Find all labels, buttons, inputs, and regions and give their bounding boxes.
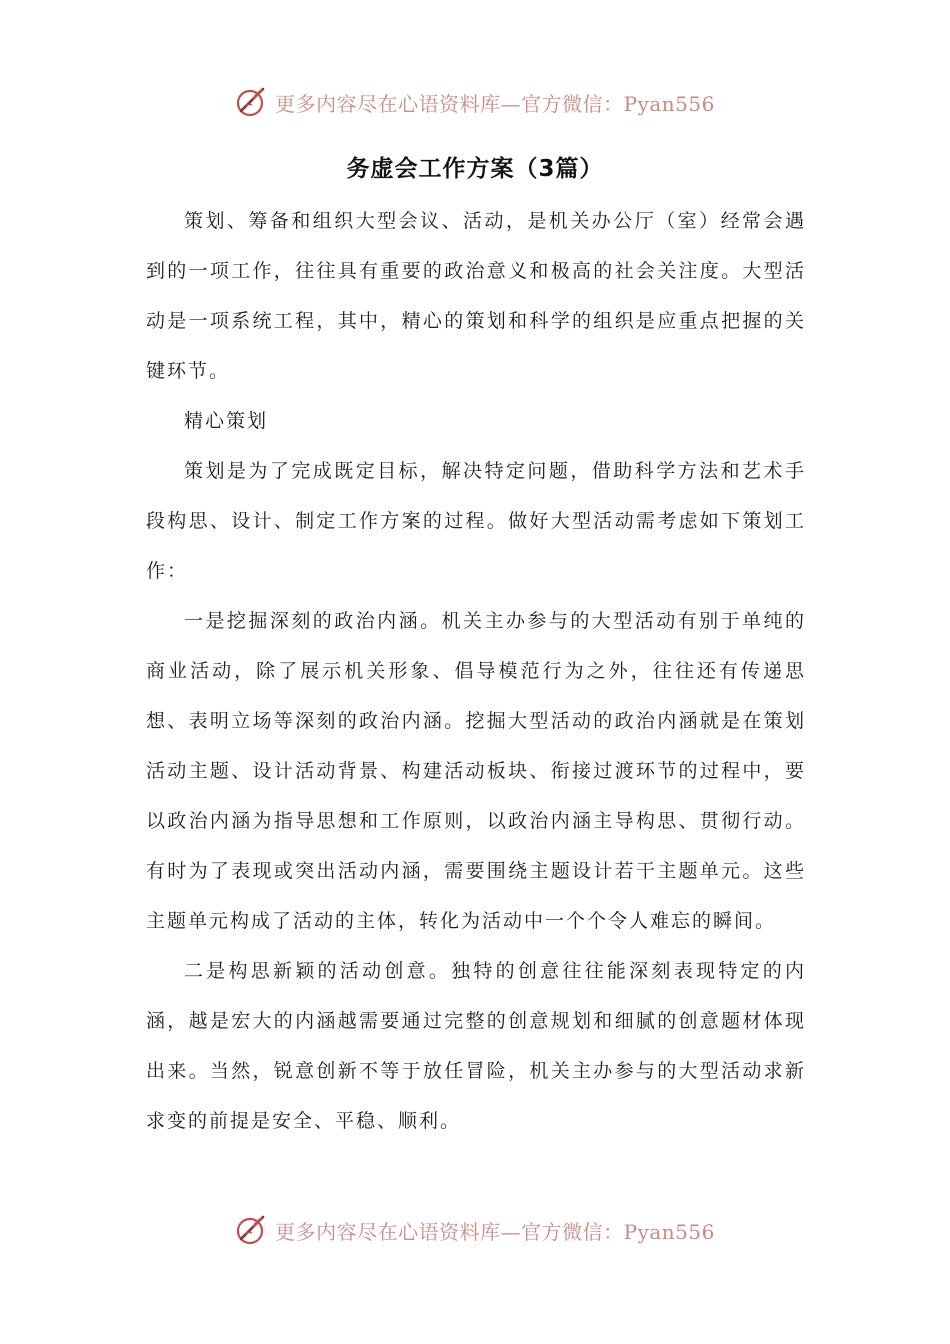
section-heading: 精心策划	[184, 410, 269, 432]
paragraph-intro: 策划、筹备和组织大型会议、活动，是机关办公厅（室）经常会遇到的一项工作，往往具有重要的政治意义和极高的社会关注度。大型活动是一项系统工程，其中，精心的策划和科学的组织是应重点把握的关键环节。	[146, 210, 806, 382]
footer-watermark-banner	[0, 1210, 950, 1250]
document-title: 务虚会工作方案（3篇）	[346, 156, 604, 182]
paragraph-point-two: 二是构思新颖的活动创意。独特的创意往往能深刻表现特定的内涵，越是宏大的内涵越需要通过完整的创意规划和细腻的创意题材体现出来。当然，锐意创新不等于放任冒险，机关主办参与的大型活动求新求变的前提是安全、平稳、顺利。	[146, 960, 806, 1132]
quill-logo-icon	[235, 85, 269, 119]
banner-text: 更多内容尽在心语资料库—官方微信：Pyan556	[275, 91, 715, 116]
paragraph-planning: 策划是为了完成既定目标，解决特定问题，借助科学方法和艺术手段构思、设计、制定工作方案的过程。做好大型活动需考虑如下策划工作：	[146, 460, 806, 582]
paragraph-point-one: 一是挖掘深刻的政治内涵。机关主办参与的大型活动有别于单纯的商业活动，除了展示机关形象、倡导模范行为之外，往往还有传递思想、表明立场等深刻的政治内涵。挖掘大型活动的政治内涵就是在策划活动主题、设计活动背景、构建活动板块、衔接过渡环节的过程中，要以政治内涵为指导思想和工作原则，以政治内涵主导构思、贯彻行动。有时为了表现或突出活动内涵，需要围绕主题设计若干主题单元。这些主题单元构成了活动的主体，转化为活动中一个个令人难忘的瞬间。	[146, 610, 806, 932]
document-body	[146, 196, 806, 1146]
quill-logo-icon	[235, 1213, 269, 1247]
header-watermark-banner	[0, 82, 950, 122]
banner-text: 更多内容尽在心语资料库—官方微信：Pyan556	[275, 1219, 715, 1244]
